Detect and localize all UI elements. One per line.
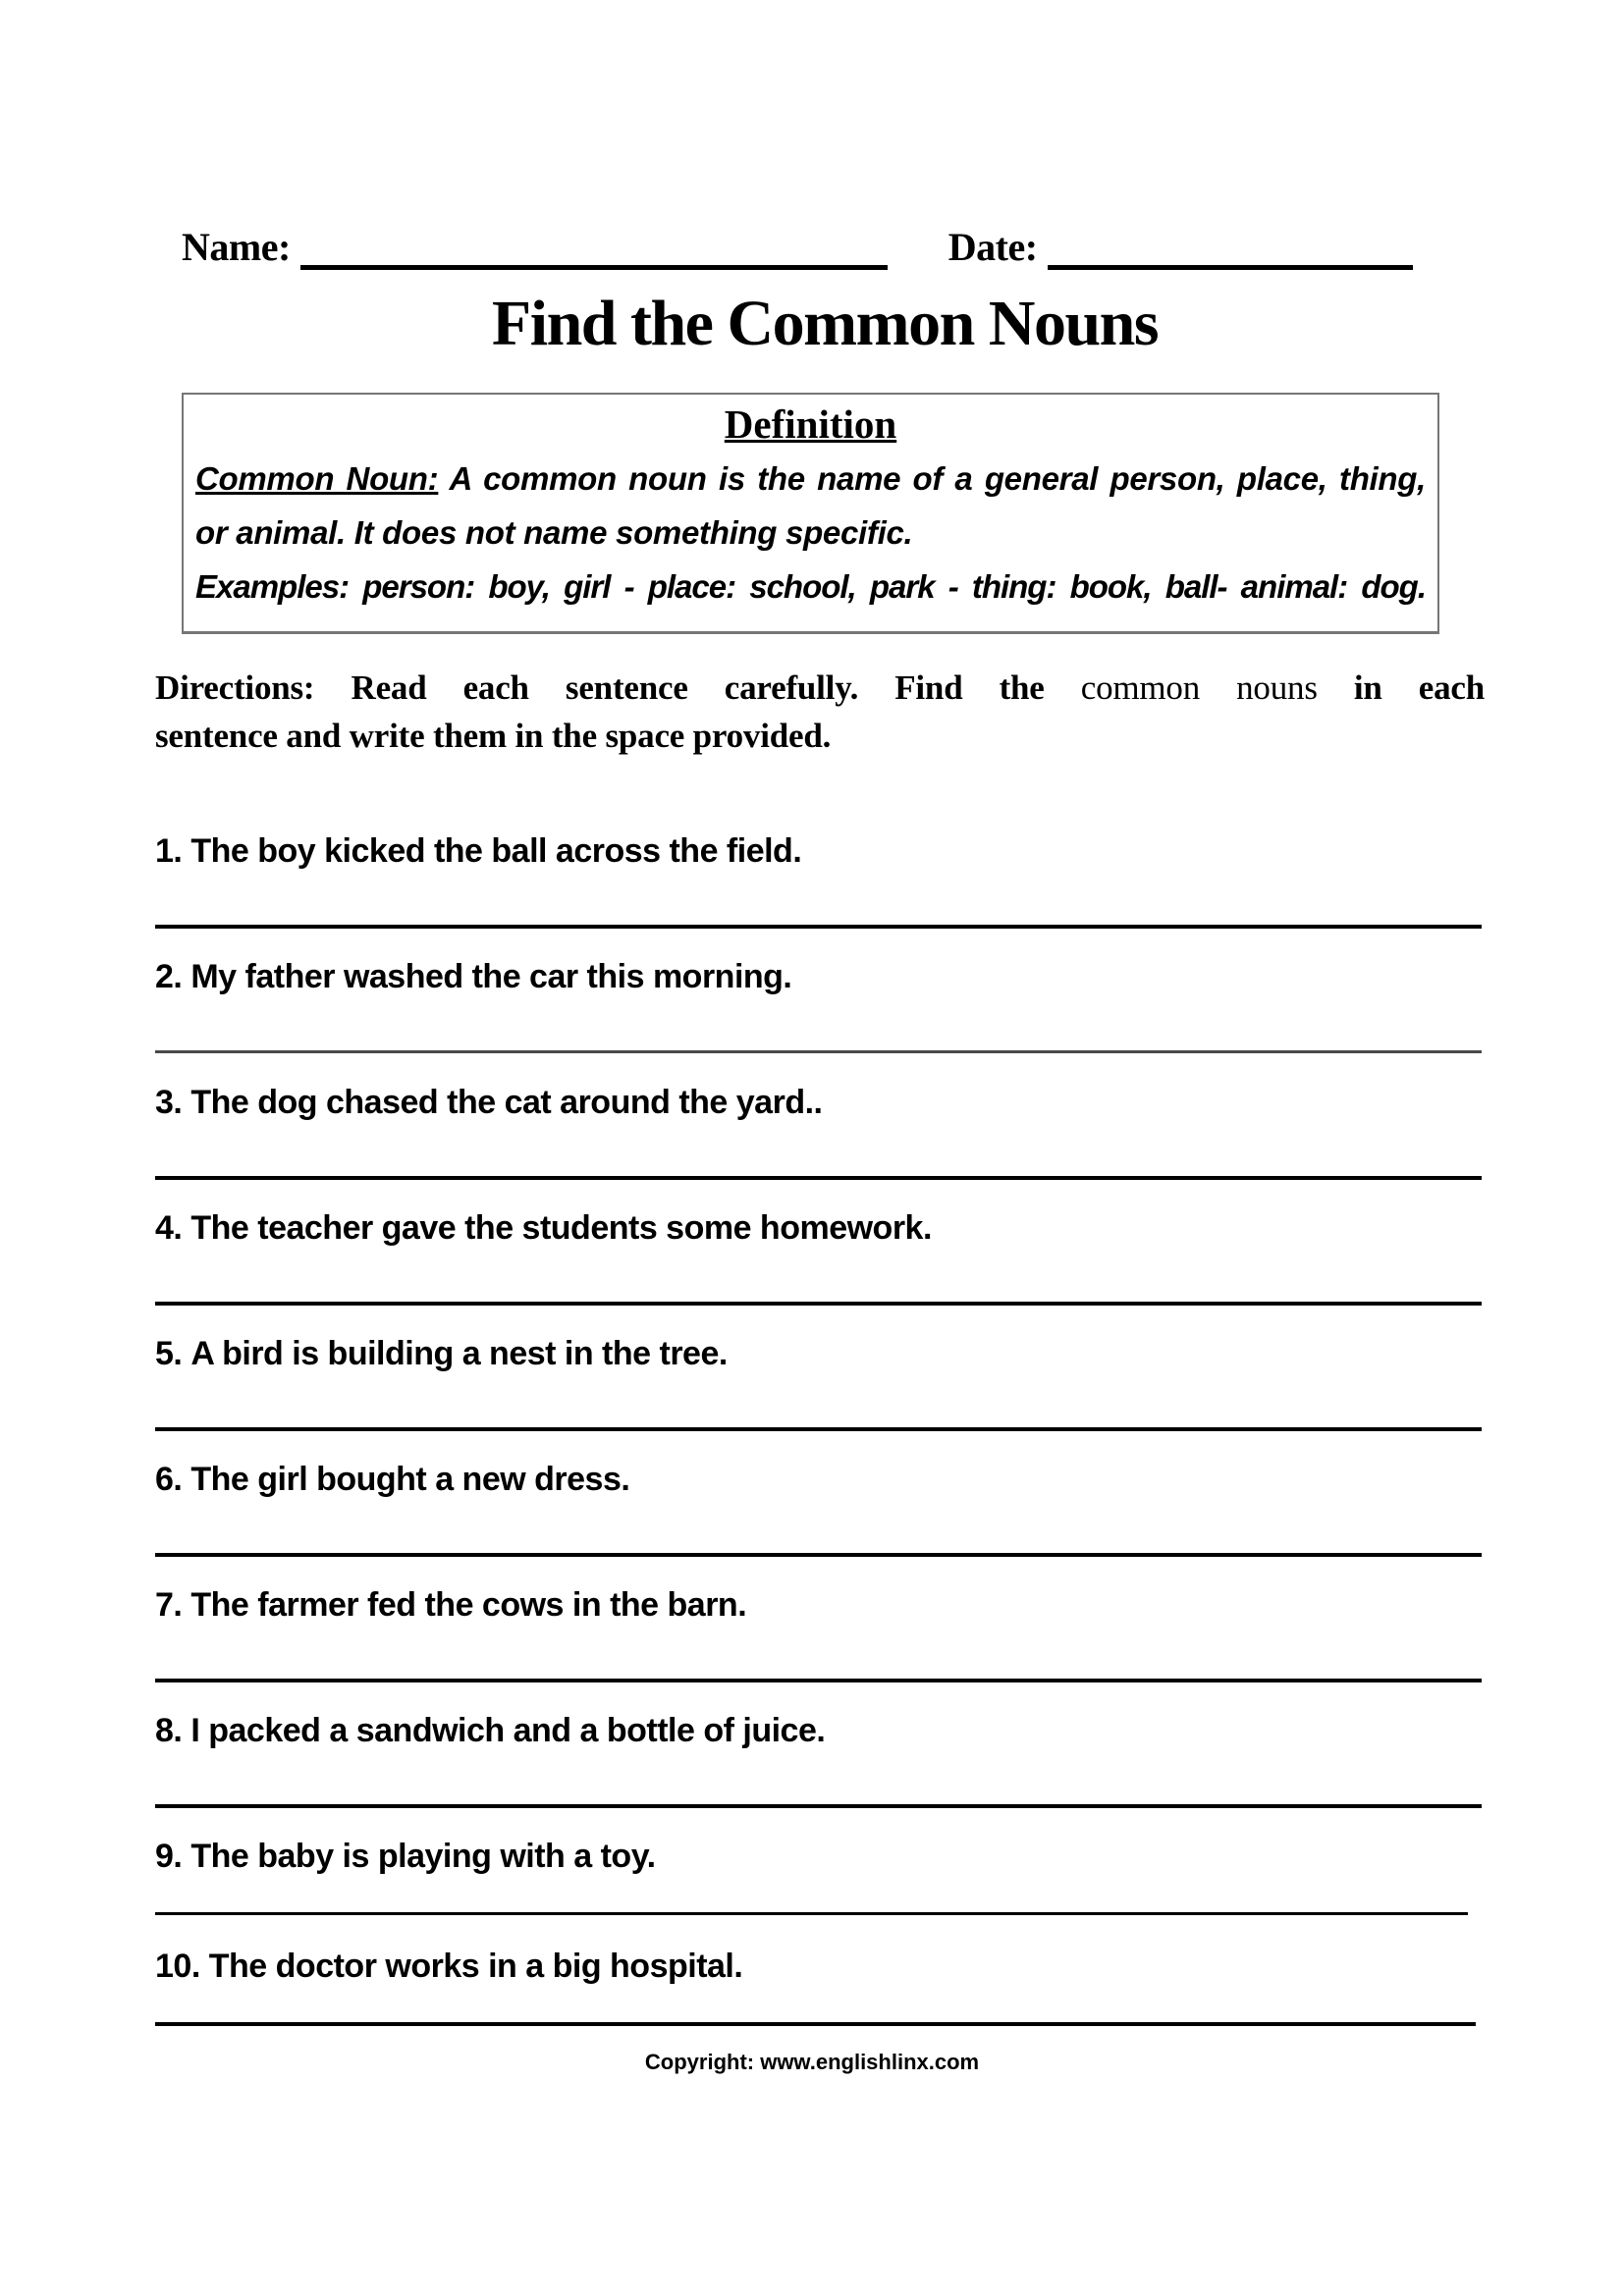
question-number: 10. bbox=[155, 1948, 200, 1985]
question-sentence bbox=[155, 1586, 746, 1625]
answer-line bbox=[155, 1298, 1482, 1306]
question-item-1 bbox=[155, 832, 1483, 958]
question-item-8 bbox=[155, 1712, 1483, 1838]
question-item-2 bbox=[155, 958, 1483, 1084]
question-number: 2. bbox=[155, 958, 183, 995]
question-number: 7. bbox=[155, 1586, 183, 1624]
question-number: 6. bbox=[155, 1461, 183, 1498]
question-number: 8. bbox=[155, 1712, 183, 1749]
question-item-5 bbox=[155, 1335, 1483, 1461]
answer-line bbox=[155, 1046, 1482, 1053]
directions-line-1 bbox=[155, 664, 1485, 712]
question-number: 1. bbox=[155, 832, 183, 870]
question-sentence bbox=[155, 958, 791, 996]
directions-keyphrase: common nouns bbox=[1080, 668, 1318, 707]
definition-term: Common Noun: bbox=[195, 460, 439, 497]
footer-copyright: Copyright: www.englishlinx.com bbox=[644, 2050, 980, 2074]
date-label: Date: bbox=[947, 225, 1038, 269]
question-number: 9. bbox=[155, 1838, 183, 1875]
question-item-6 bbox=[155, 1461, 1483, 1586]
definition-text: A common noun is the name of a general person, place, thing, bbox=[438, 460, 1427, 497]
question-text: The girl bought a new dress. bbox=[190, 1461, 630, 1498]
name-date-row bbox=[182, 224, 1448, 270]
definition-heading: Definition bbox=[724, 401, 897, 447]
question-sentence bbox=[155, 1084, 822, 1122]
directions-line1-end: in each bbox=[1317, 668, 1485, 707]
question-item-4 bbox=[155, 1209, 1483, 1335]
question-text: The boy kicked the ball across the field. bbox=[190, 832, 802, 870]
question-item-7 bbox=[155, 1586, 1483, 1712]
question-number: 5. bbox=[155, 1335, 183, 1372]
question-text: The baby is playing with a toy. bbox=[190, 1838, 656, 1875]
question-sentence bbox=[155, 1948, 742, 1986]
question-number: 3. bbox=[155, 1084, 183, 1121]
definition-line-2: or animal. It does not name something specific. bbox=[195, 514, 913, 551]
answer-line bbox=[155, 1800, 1482, 1808]
question-text: The doctor works in a big hospital. bbox=[208, 1948, 743, 1985]
question-sentence bbox=[155, 1838, 656, 1876]
question-item-3 bbox=[155, 1084, 1483, 1209]
question-text: The farmer fed the cows in the barn. bbox=[190, 1586, 747, 1624]
question-sentence bbox=[155, 832, 801, 871]
question-text: I packed a sandwich and a bottle of juice. bbox=[190, 1712, 826, 1749]
worksheet-title: Find the Common Nouns bbox=[491, 288, 1159, 359]
question-text: A bird is building a nest in the tree. bbox=[190, 1335, 728, 1372]
question-item-9 bbox=[155, 1838, 1483, 1948]
question-text: My father washed the car this morning. bbox=[190, 958, 792, 995]
name-blank-line bbox=[300, 224, 888, 270]
question-number: 4. bbox=[155, 1209, 183, 1247]
answer-line bbox=[155, 1423, 1482, 1431]
answer-line bbox=[155, 1172, 1482, 1180]
date-blank-line bbox=[1048, 224, 1413, 270]
question-sentence bbox=[155, 1461, 629, 1499]
directions-lead: Directions: Read each sentence carefully. Find the bbox=[155, 668, 1081, 707]
directions-line-2: sentence and write them in the space provided. bbox=[155, 717, 832, 755]
question-sentence bbox=[155, 1712, 825, 1750]
question-sentence bbox=[155, 1335, 728, 1373]
name-label: Name: bbox=[182, 225, 291, 269]
answer-line bbox=[155, 1908, 1468, 1915]
answer-line bbox=[155, 921, 1482, 929]
question-text: The dog chased the cat around the yard.. bbox=[190, 1084, 823, 1121]
question-text: The teacher gave the students some homework. bbox=[190, 1209, 932, 1247]
definition-line-1 bbox=[195, 452, 1426, 506]
definition-box bbox=[182, 393, 1439, 634]
answer-line bbox=[155, 2018, 1476, 2026]
answer-line bbox=[155, 1549, 1482, 1557]
definition-examples: Examples: person: boy, girl - place: school, park - thing: book, ball- animal: dog. bbox=[195, 568, 1426, 605]
answer-line bbox=[155, 1675, 1482, 1682]
question-sentence bbox=[155, 1209, 932, 1248]
questions-list bbox=[155, 832, 1483, 2073]
directions bbox=[155, 664, 1485, 760]
